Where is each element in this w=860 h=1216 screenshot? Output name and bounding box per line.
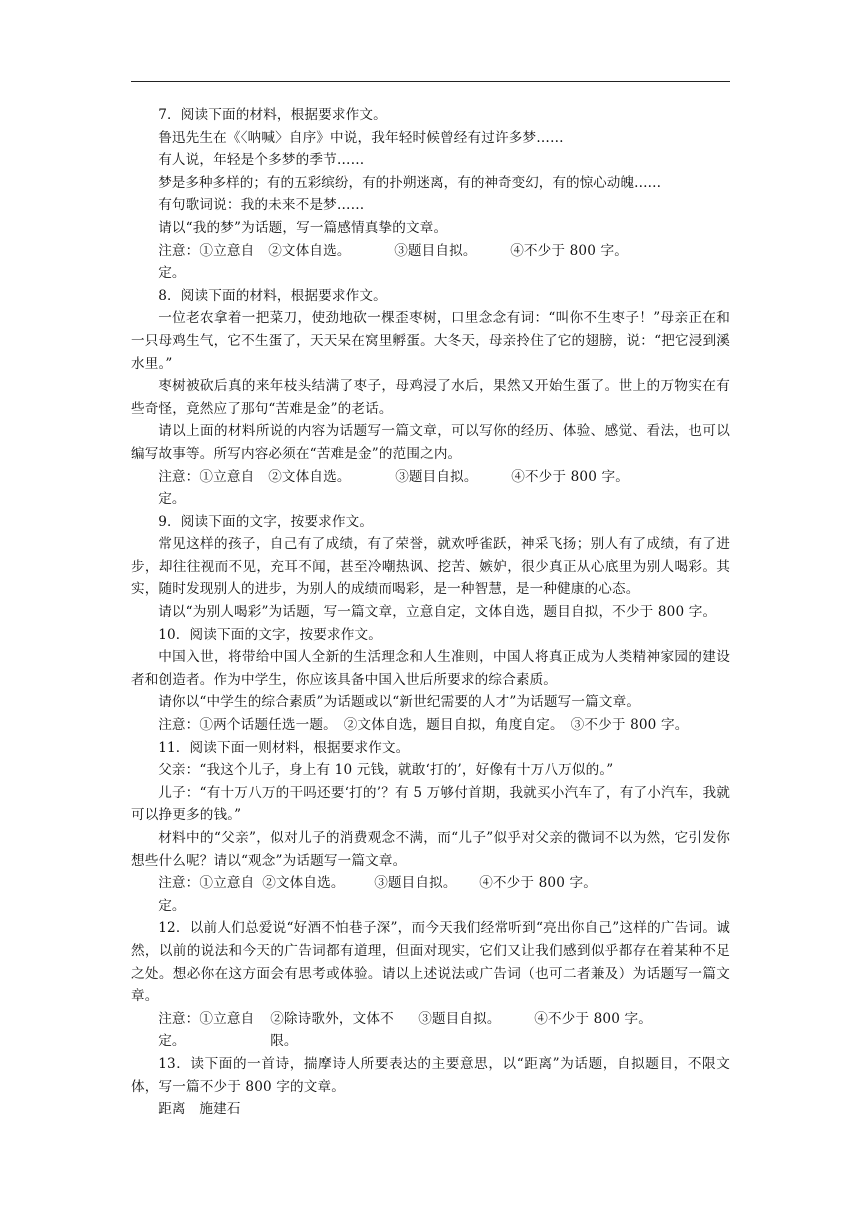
q7-line: 有人说，年轻是个多梦的季节…… xyxy=(158,152,365,169)
note-1: 注意：①立意自定。 xyxy=(158,468,255,508)
q12-paragraph: 12．以前人们总爱说“好酒不怕巷子深”，而今天我们经常听到“亮出你自己”这样的广告词。诚然，以前的说法和今天的广告词都有道理，但面对现实，它们又让我们感到似乎都存在着某种不足之处。想必你在这方面会有思考或体验。请以上述说法或广告词（也可二者兼及）为话题写一篇文章。 xyxy=(131,920,730,1005)
note-2: ②文体自选。 xyxy=(268,242,351,259)
q11-paragraph: 儿子：“有十万八万的干吗还要‘打的’？有 5 万够付首期，我就买小汽车了，有了小汽车，我就可以挣更多的钱。” xyxy=(131,784,730,824)
document-body xyxy=(131,104,730,1121)
q10-paragraph: 中国入世，将带给中国人全新的生活理念和人生准则，中国人将真正成为人类精神家园的建设者和创造者。作为中学生，你应该具备中国入世后所要求的综合素质。 xyxy=(131,649,730,688)
q11-paragraph: 父亲：“我这个儿子，身上有 10 元钱，就敢‘打的’，好像有十万八万似的。” xyxy=(158,762,614,779)
q7-notes xyxy=(131,240,730,285)
q11-title: 11．阅读下面一则材料，根据要求作文。 xyxy=(158,739,410,756)
q9-paragraph: 常见这样的孩子，自己有了成绩，有了荣誉，就欢呼雀跃，神采飞扬；别人有了成绩，有了进步，却往往视而不见，充耳不闻，甚至冷嘲热讽、挖苦、嫉妒，很少真正从心底里为别人喝彩。其实，随时发现别人的进步，为别人的成绩而喝彩，是一种智慧，是一种健康的心态。 xyxy=(131,536,730,598)
note-3: ③题目自拟。 xyxy=(394,242,477,259)
note-3: ③题目自拟。 xyxy=(418,1010,501,1027)
q8-paragraph: 请以上面的材料所说的内容为话题写一篇文章，可以写你的经历、体验、感觉、看法，也可以编写故事等。所写内容必须在“苦难是金”的范围之内。 xyxy=(131,423,730,462)
note-1: 注意：①立意自定。 xyxy=(158,875,255,914)
note-3: ③题目自拟。 xyxy=(374,875,457,892)
q8-paragraph: 一位老农拿着一把菜刀，使劲地砍一棵歪枣树，口里念念有词：“叫你不生枣子！”母亲正在和一只母鸡生气，它不生蛋了，天天呆在窝里孵蛋。大冬天，母亲拎住了它的翅膀，说：“把它浸到溪水里。” xyxy=(131,310,730,372)
note-2: ②文体自选。 xyxy=(262,875,345,892)
q7-title: 7．阅读下面的材料，根据要求作文。 xyxy=(158,107,387,123)
poem-title: 距离 施建石 xyxy=(158,1101,241,1118)
q11-paragraph: 材料中的“父亲”，似对儿子的消费观念不满，而“儿子”似乎对父亲的微词不以为然，它引发你想些什么呢？请以“观念”为话题写一篇文章。 xyxy=(131,830,730,869)
q10-title: 10．阅读下面的文字，按要求作文。 xyxy=(158,626,382,643)
q10-notes: 注意：①两个话题任选一题。 ②文体自选，题目自拟，角度自定。 ③不少于 800 字。 xyxy=(158,717,689,734)
q11-notes xyxy=(131,872,730,917)
note-1: 注意：①立意自定。 xyxy=(158,1010,255,1050)
note-2: ②除诗歌外，文体不限。 xyxy=(270,1010,394,1050)
q8-paragraph: 枣树被砍后真的来年枝头结满了枣子，母鸡浸了水后，果然又开始生蛋了。世上的万物实在有些奇怪，竟然应了那句“苦难是金”的老话。 xyxy=(131,378,730,417)
q7-line: 梦是多种多样的；有的五彩缤纷，有的扑朔迷离，有的神奇变幻，有的惊心动魄…… xyxy=(158,174,662,191)
header-rule xyxy=(131,81,730,82)
q7-line: 鲁迅先生在《〈呐喊〉自序》中说，我年轻时候曾经有过许多梦…… xyxy=(158,129,564,146)
q7-line: 有句歌词说：我的未来不是梦…… xyxy=(158,197,365,214)
q9-paragraph: 请以“为别人喝彩”为话题，写一篇文章，立意自定，文体自选，题目自拟，不少于 800 字。 xyxy=(158,604,717,621)
q7-line: 请以“我的梦”为话题，写一篇感情真挚的文章。 xyxy=(158,219,448,236)
q8-title: 8．阅读下面的材料，根据要求作文。 xyxy=(158,287,387,304)
note-3: ③题目自拟。 xyxy=(395,468,478,485)
q12-notes xyxy=(131,1008,730,1053)
note-4: ④不少于 800 字。 xyxy=(510,242,628,259)
q10-paragraph: 请你以“中学生的综合素质”为话题或以“新世纪需要的人才”为话题写一篇文章。 xyxy=(158,694,641,711)
note-4: ④不少于 800 字。 xyxy=(511,468,629,485)
note-4: ④不少于 800 字。 xyxy=(534,1010,652,1027)
q13-paragraph: 13．读下面的一首诗，揣摩诗人所要表达的主要意思，以“距离”为话题，自拟题目，不限文体，写一篇不少于 800 字的文章。 xyxy=(131,1055,730,1095)
note-4: ④不少于 800 字。 xyxy=(479,875,597,892)
q9-title: 9．阅读下面的文字，按要求作文。 xyxy=(158,513,374,530)
q8-notes xyxy=(131,466,730,511)
note-2: ②文体自选。 xyxy=(268,468,351,485)
note-1: 注意：①立意自定。 xyxy=(158,242,255,282)
